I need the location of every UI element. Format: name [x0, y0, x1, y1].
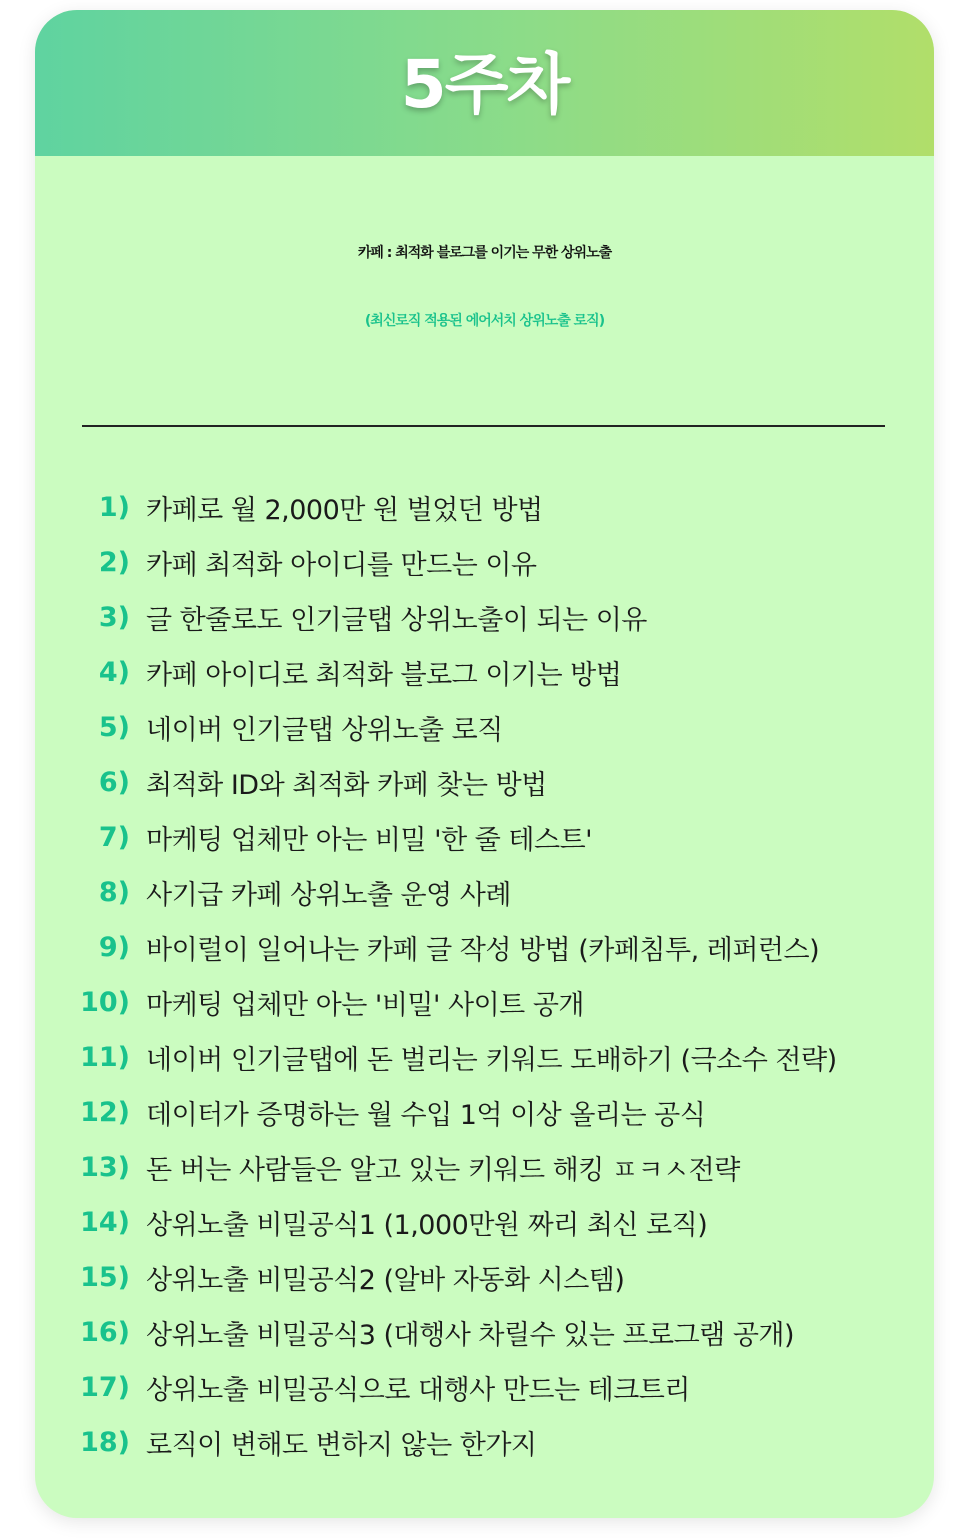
list-item-text: 사기급 카페 상위노출 운영 사례 [146, 880, 511, 911]
list-item-number: 6) [98, 767, 130, 798]
list-item [35, 865, 934, 920]
list-item-number: 7) [98, 822, 130, 853]
list-item [35, 645, 934, 700]
list-item-text: 마케팅 업체만 아는 비밀 '한 줄 테스트' [146, 825, 593, 856]
headline-main: 카페 : 최적화 블로그를 이기는 무한 상위노출 [357, 245, 612, 261]
list-item-text: 네이버 인기글탭 상위노출 로직 [146, 715, 503, 746]
list-item [35, 755, 934, 810]
list-item-text: 상위노출 비밀공식으로 대행사 만드는 테크트리 [146, 1375, 690, 1406]
list-item-number: 8) [98, 877, 130, 908]
list-item-text: 카페 아이디로 최적화 블로그 이기는 방법 [146, 660, 622, 691]
list-item [35, 1030, 934, 1085]
list-item-number: 1) [98, 492, 130, 523]
week-title: 5주차 [400, 45, 569, 123]
list-item-number: 11) [80, 1042, 130, 1073]
list-item-text: 데이터가 증명하는 월 수입 1억 이상 올리는 공식 [146, 1100, 706, 1131]
list-item [35, 810, 934, 865]
week-header [35, 10, 934, 156]
list-item-text: 돈 버는 사람들은 알고 있는 키워드 해킹 ㅍㅋㅅ전략 [146, 1155, 740, 1186]
list-item-text: 네이버 인기글탭에 돈 벌리는 키워드 도배하기 (극소수 전략) [146, 1045, 837, 1076]
list-item-number: 4) [98, 657, 130, 688]
list-item [35, 1360, 934, 1415]
list-item [35, 700, 934, 755]
divider [82, 425, 885, 427]
list-item-text: 상위노출 비밀공식1 (1,000만원 짜리 최신 로직) [146, 1210, 708, 1241]
list-item [35, 920, 934, 975]
list-item-number: 10) [80, 987, 130, 1018]
list-item-number: 15) [80, 1262, 130, 1293]
list-item [35, 975, 934, 1030]
list-item [35, 1195, 934, 1250]
curriculum-list [35, 480, 934, 1470]
list-item-number: 2) [98, 547, 130, 578]
list-item-text: 상위노출 비밀공식3 (대행사 차릴수 있는 프로그램 공개) [146, 1320, 795, 1351]
list-item-text: 카페로 월 2,000만 원 벌었던 방법 [146, 495, 543, 526]
list-item-number: 3) [98, 602, 130, 633]
list-item [35, 1140, 934, 1195]
list-item [35, 590, 934, 645]
list-item [35, 1415, 934, 1470]
list-item [35, 1250, 934, 1305]
list-item [35, 1085, 934, 1140]
list-item-text: 바이럴이 일어나는 카페 글 작성 방법 (카페침투, 레퍼런스) [146, 935, 820, 966]
list-item [35, 480, 934, 535]
curriculum-card [35, 10, 934, 1518]
list-item-text: 글 한줄로도 인기글탭 상위노출이 되는 이유 [146, 605, 647, 636]
list-item [35, 1305, 934, 1360]
list-item [35, 535, 934, 590]
list-item-number: 12) [80, 1097, 130, 1128]
list-item-number: 13) [80, 1152, 130, 1183]
list-item-number: 9) [98, 932, 130, 963]
list-item-text: 상위노출 비밀공식2 (알바 자동화 시스템) [146, 1265, 625, 1296]
list-item-number: 5) [98, 712, 130, 743]
list-item-number: 16) [80, 1317, 130, 1348]
list-item-number: 17) [80, 1372, 130, 1403]
headline-sub: (최신로직 적용된 에어서치 상위노출 로직) [364, 313, 605, 329]
list-item-text: 로직이 변해도 변하지 않는 한가지 [146, 1430, 537, 1461]
list-item-number: 18) [80, 1427, 130, 1458]
list-item-text: 마케팅 업체만 아는 '비밀' 사이트 공개 [146, 990, 584, 1021]
list-item-text: 최적화 ID와 최적화 카페 찾는 방법 [146, 770, 547, 801]
list-item-text: 카페 최적화 아이디를 만드는 이유 [146, 550, 537, 581]
list-item-number: 14) [80, 1207, 130, 1238]
